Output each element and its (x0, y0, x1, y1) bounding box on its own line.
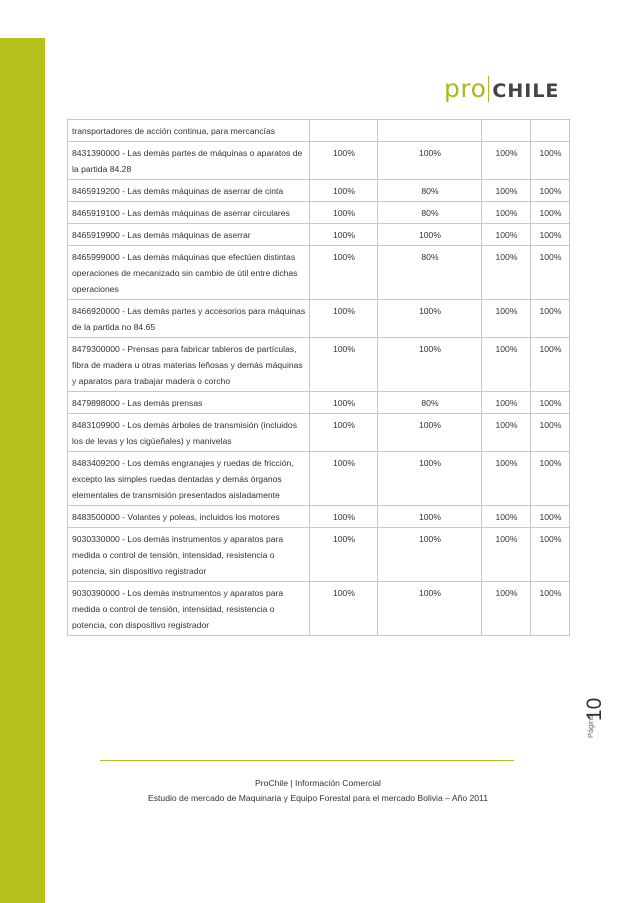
tariff-pct-cell: 100% (310, 180, 378, 202)
tariff-pct-cell: 100% (531, 224, 570, 246)
tariff-pct-cell (378, 120, 482, 142)
tariff-pct-cell: 100% (482, 202, 531, 224)
side-accent-bar (0, 38, 45, 903)
tariff-pct-cell: 100% (378, 300, 482, 338)
tariff-description-cell: 8465919900 - Las demás máquinas de aserrar (68, 224, 310, 246)
tariff-description-cell: 8479300000 - Prensas para fabricar tableros de partículas, fibra de madera u otras materias leñosas y demás máquinas y aparatos para trabajar madera o corcho (68, 338, 310, 392)
logo-separator (488, 76, 489, 102)
tariff-pct-cell: 100% (378, 528, 482, 582)
tariff-pct-cell: 100% (531, 506, 570, 528)
footer-divider (100, 760, 514, 761)
footer-study-title: Estudio de mercado de Maquinaria y Equipo Forestal para el mercado Bolivia – Año 2011 (148, 793, 488, 803)
table-row (68, 300, 570, 338)
table-row (68, 392, 570, 414)
tariff-description-cell: 9030390000 - Los demás instrumentos y aparatos para medida o control de tensión, intensidad, resistencia o potencia, con dispositivo registrador (68, 582, 310, 636)
tariff-pct-cell: 100% (310, 392, 378, 414)
tariff-pct-cell: 100% (310, 246, 378, 300)
tariff-pct-cell (482, 120, 531, 142)
tariff-table (67, 119, 570, 636)
tariff-pct-cell: 100% (482, 142, 531, 180)
tariff-description-cell: 8431390000 - Las demás partes de máquinas o aparatos de la partida 84.28 (68, 142, 310, 180)
tariff-pct-cell: 100% (310, 224, 378, 246)
tariff-pct-cell: 100% (310, 202, 378, 224)
tariff-pct-cell: 100% (531, 414, 570, 452)
tariff-description-cell: 8479898000 - Las demás prensas (68, 392, 310, 414)
table-row (68, 338, 570, 392)
tariff-description-cell: 8483109900 - Los demás árboles de transmisión (incluidos los de levas y los cigüeñales) y manivelas (68, 414, 310, 452)
tariff-pct-cell: 100% (482, 300, 531, 338)
tariff-pct-cell: 100% (482, 224, 531, 246)
table-row (68, 414, 570, 452)
tariff-pct-cell: 80% (378, 180, 482, 202)
tariff-pct-cell: 100% (531, 142, 570, 180)
page-number: 10 (583, 697, 606, 721)
tariff-pct-cell: 100% (531, 300, 570, 338)
tariff-pct-cell: 100% (531, 180, 570, 202)
tariff-pct-cell (531, 120, 570, 142)
tariff-pct-cell: 100% (378, 338, 482, 392)
table-row (68, 180, 570, 202)
logo-pro-text: pro (444, 74, 487, 103)
tariff-pct-cell: 100% (482, 392, 531, 414)
tariff-pct-cell: 100% (482, 338, 531, 392)
tariff-pct-cell: 100% (378, 142, 482, 180)
footer-org: ProChile | Información Comercial (255, 778, 381, 788)
logo-chile-text: CHILE (492, 80, 560, 102)
tariff-pct-cell: 100% (482, 180, 531, 202)
table-row (68, 452, 570, 506)
tariff-pct-cell: 100% (482, 452, 531, 506)
tariff-description-cell: 9030330000 - Los demás instrumentos y aparatos para medida o control de tensión, intensidad, resistencia o potencia, sin dispositivo registrador (68, 528, 310, 582)
tariff-description-cell: 8465919100 - Las demás máquinas de aserrar circulares (68, 202, 310, 224)
tariff-pct-cell: 100% (310, 452, 378, 506)
tariff-pct-cell: 80% (378, 392, 482, 414)
tariff-description-cell: 8466920000 - Las demás partes y accesorios para máquinas de la partida no 84.65 (68, 300, 310, 338)
tariff-description-cell: 8483409200 - Los demás engranajes y ruedas de fricción, excepto las simples ruedas dentadas y demás órganos elementales de transmisión presentados aisladamente (68, 452, 310, 506)
tariff-pct-cell: 100% (482, 528, 531, 582)
tariff-pct-cell: 100% (310, 582, 378, 636)
table-row (68, 142, 570, 180)
tariff-pct-cell: 100% (378, 414, 482, 452)
tariff-pct-cell: 100% (482, 246, 531, 300)
table-row (68, 506, 570, 528)
tariff-pct-cell: 80% (378, 246, 482, 300)
tariff-pct-cell: 100% (531, 246, 570, 300)
prochile-logo (444, 74, 559, 104)
tariff-pct-cell: 100% (531, 338, 570, 392)
tariff-pct-cell: 100% (378, 582, 482, 636)
table-row (68, 202, 570, 224)
tariff-description-cell: 8483500000 - Volantes y poleas, incluidos los motores (68, 506, 310, 528)
tariff-pct-cell (310, 120, 378, 142)
tariff-pct-cell: 100% (531, 202, 570, 224)
tariff-pct-cell: 100% (310, 142, 378, 180)
tariff-pct-cell: 80% (378, 202, 482, 224)
tariff-pct-cell: 100% (531, 392, 570, 414)
tariff-description-cell: 8465919200 - Las demás máquinas de aserrar de cinta (68, 180, 310, 202)
tariff-description-cell: transportadores de acción continua, para mercancías (68, 120, 310, 142)
page-label: Página (586, 714, 595, 738)
tariff-pct-cell: 100% (378, 452, 482, 506)
tariff-pct-cell: 100% (531, 528, 570, 582)
tariff-pct-cell: 100% (482, 506, 531, 528)
tariff-description-cell: 8465999000 - Las demás máquinas que efectúen distintas operaciones de mecanizado sin cambio de útil entre dichas operaciones (68, 246, 310, 300)
table-row (68, 224, 570, 246)
table-row (68, 582, 570, 636)
table-row (68, 528, 570, 582)
tariff-table-body (68, 120, 570, 636)
tariff-pct-cell: 100% (482, 582, 531, 636)
tariff-pct-cell: 100% (482, 414, 531, 452)
tariff-pct-cell: 100% (378, 506, 482, 528)
tariff-pct-cell: 100% (531, 452, 570, 506)
tariff-pct-cell: 100% (378, 224, 482, 246)
tariff-pct-cell: 100% (531, 582, 570, 636)
tariff-pct-cell: 100% (310, 338, 378, 392)
table-row (68, 246, 570, 300)
tariff-pct-cell: 100% (310, 528, 378, 582)
tariff-pct-cell: 100% (310, 300, 378, 338)
tariff-pct-cell: 100% (310, 414, 378, 452)
tariff-pct-cell: 100% (310, 506, 378, 528)
table-row (68, 120, 570, 142)
